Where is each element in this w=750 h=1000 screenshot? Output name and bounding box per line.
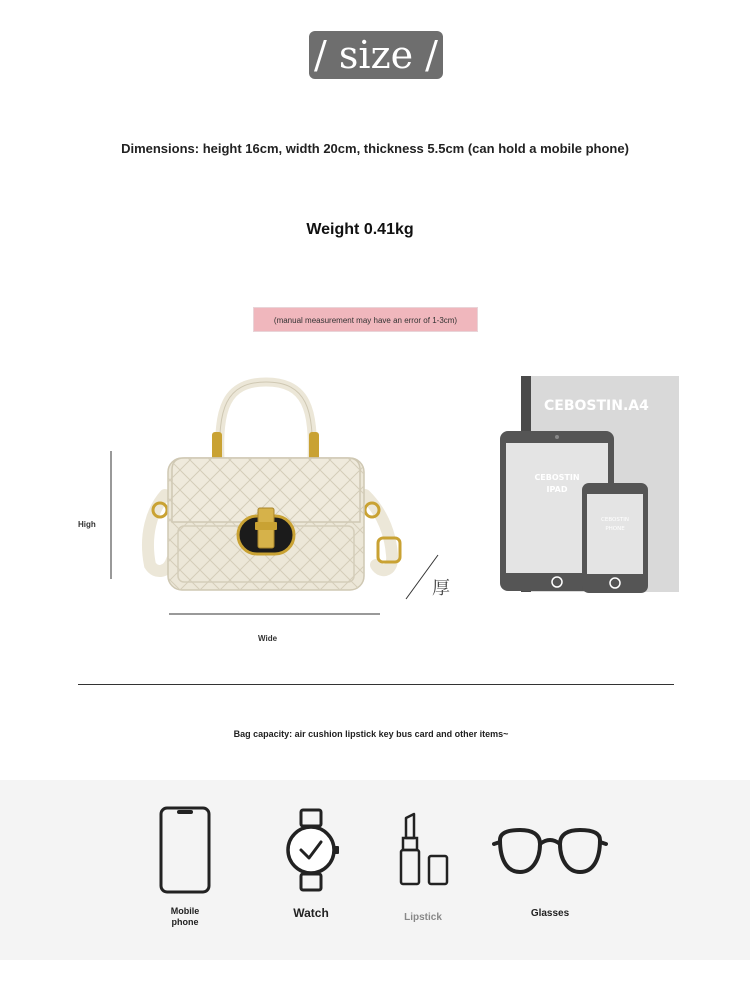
measurement-note: (manual measurement may have an error of 1-3cm)	[253, 307, 478, 332]
handbag-image	[60, 360, 470, 660]
lipstick-icon	[395, 812, 451, 888]
divider	[78, 684, 674, 685]
bag-illustration	[60, 360, 470, 660]
tablet-label-2: IPAD	[546, 485, 568, 494]
item-glasses	[490, 826, 610, 919]
mobile-phone-icon	[157, 806, 213, 896]
thickness-label: 厚	[432, 578, 450, 599]
item-label-mobile-2: phone	[171, 917, 199, 927]
watch-icon	[281, 808, 341, 892]
item-lipstick	[392, 812, 454, 923]
capacity-text: Bag capacity: air cushion lipstick key bus card and other items~	[233, 729, 509, 739]
item-mobile-phone	[150, 806, 220, 928]
height-label: High	[78, 520, 96, 529]
items-section	[0, 780, 750, 960]
glasses-icon	[492, 826, 608, 878]
item-label-mobile-1: Mobile	[170, 906, 200, 916]
size-badge: / size /	[309, 31, 443, 79]
item-watch	[276, 808, 346, 920]
phone-label-1: CEBOSTIN	[601, 517, 629, 523]
width-label: Wide	[258, 634, 278, 643]
dimensions-text: Dimensions: height 16cm, width 20cm, thickness 5.5cm (can hold a mobile phone)	[121, 141, 629, 156]
device-comparison	[498, 376, 680, 594]
device-size-image	[498, 376, 680, 594]
notebook-label: CEBOSTIN.A4	[544, 398, 649, 414]
item-label-watch: Watch	[293, 906, 329, 920]
phone-label-2: PHONE	[605, 526, 625, 532]
weight-text: Weight 0.41kg	[306, 221, 414, 238]
item-label-glasses: Glasses	[530, 908, 570, 919]
tablet-label-1: CEBOSTIN	[534, 473, 580, 482]
item-label-lipstick: Lipstick	[404, 912, 442, 923]
